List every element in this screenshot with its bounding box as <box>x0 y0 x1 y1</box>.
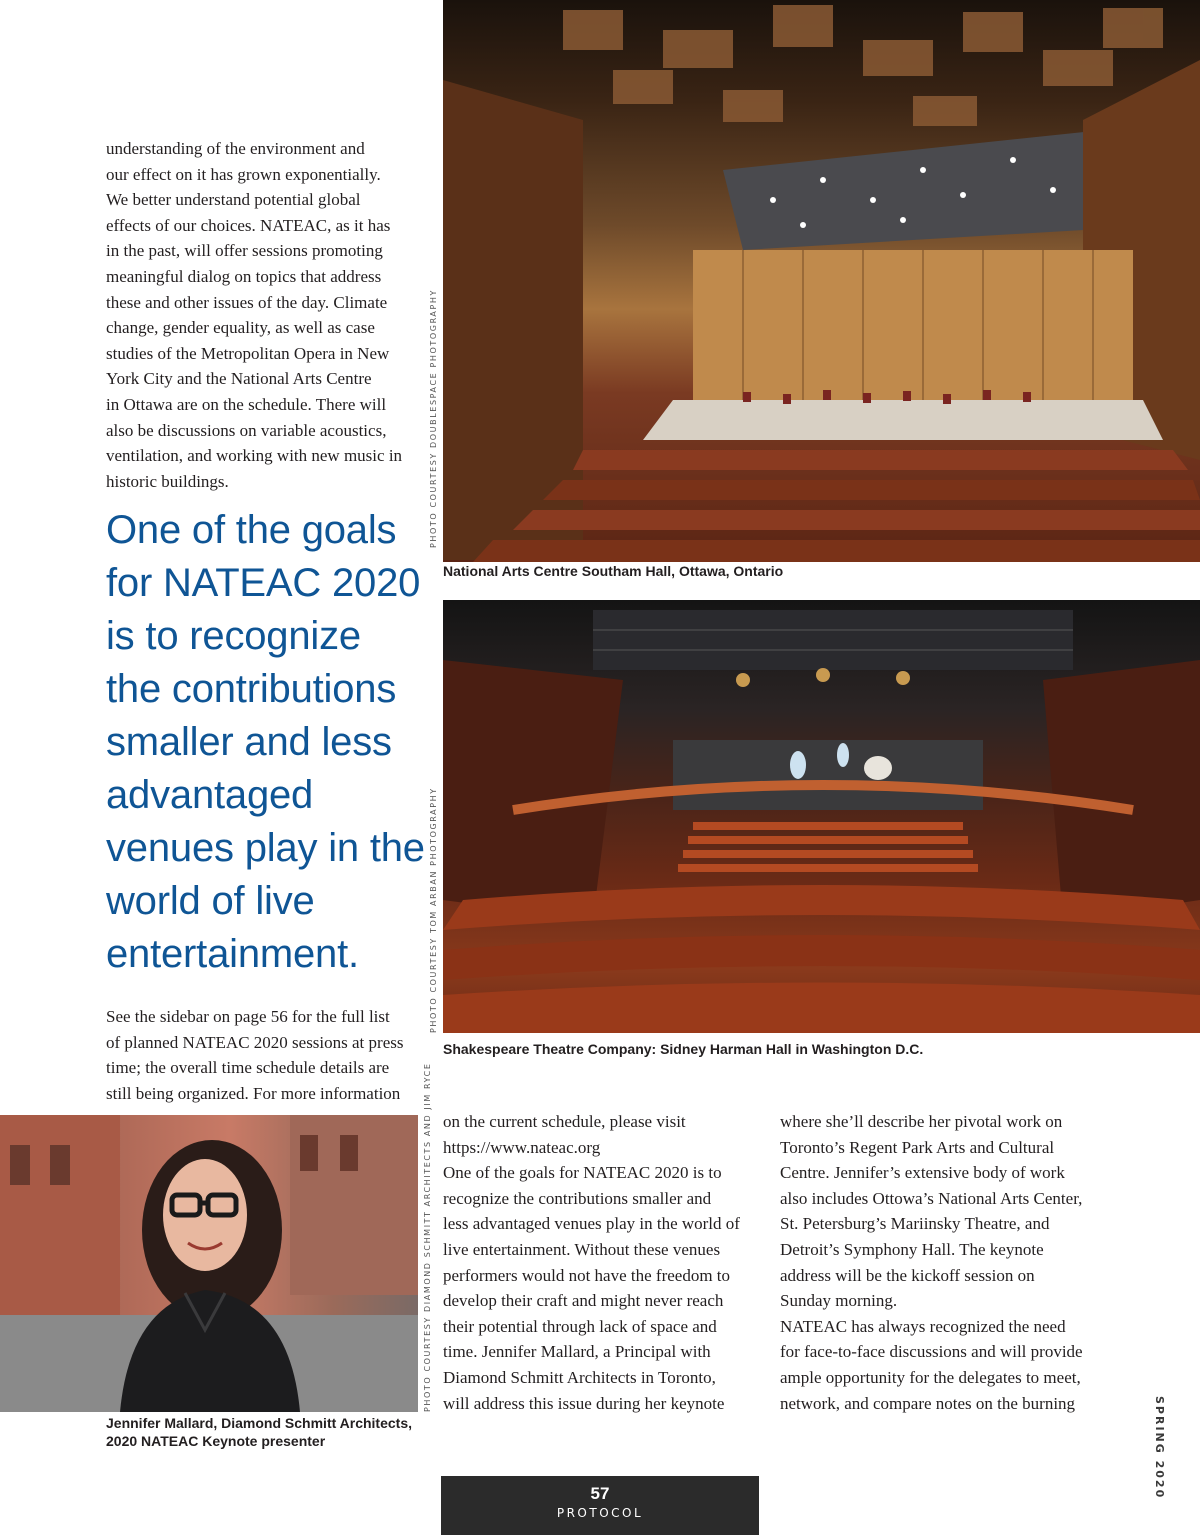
caption-portrait-line2: 2020 NATEAC Keynote presenter <box>106 1433 326 1449</box>
caption-theatre: Shakespeare Theatre Company: Sidney Harman Hall in Washington D.C. <box>443 1041 924 1057</box>
caption-portrait <box>106 1414 412 1450</box>
page-folio <box>441 1476 759 1535</box>
caption-hall: National Arts Centre Southam Hall, Ottawa, Ontario <box>443 563 784 579</box>
article-paragraph-top: understanding of the environment and our effect on it has grown exponentially. We better understand potential global effects of our choices. NATEAC, as it has in the past, will offer sessions promoting meaningful dialog on topics that address these and other issues of the day. Climate change, gender equality, as well as case studies of the Metropolitan Opera in New York City and the National Arts Centre in Ottawa are on the schedule. There will also be discussions on variable acoustics, ventilation, and working with new music in historic buildings. <box>106 139 403 491</box>
concert-hall-illustration <box>443 0 1200 562</box>
photo-credit-portrait: PHOTO COURTESY DIAMOND SCHMITT ARCHITECTS AND JIM RYCE <box>423 1062 432 1412</box>
pull-quote: One of the goals for NATEAC 2020 is to recognize the contributions smaller and less advantaged venues play in the world of live entertainment. <box>106 508 425 976</box>
portrait-illustration <box>0 1115 418 1412</box>
page-number: 57 <box>590 1484 610 1503</box>
jennifer-mallard-portrait <box>0 1115 418 1412</box>
theatre-illustration <box>443 600 1200 1033</box>
article-paragraph-right: where she’ll describe her pivotal work on Toronto’s Regent Park Arts and Cultural Centre. Jennifer’s extensive body of work also includes Ottowa’s National Arts Center, St. Petersburg’s Mariinsky Theatre, and Detroit’s Symphony Hall. The keynote address will be the kickoff session on Sunday morning. NATEAC has always recognized the need for face-to-face discussions and will provide ample opportunity for the delegates to meet, network, and compare notes on the burning <box>780 1112 1083 1413</box>
article-paragraph-middle: on the current schedule, please visit https://www.nateac.org One of the goals for NATEAC 2020 is to recognize the contributions smaller and less advantaged venues play in the world of live entertainment. Without these venues performers would not have the freedom to develop their craft and might never reach their potential through lack of space and time. Jennifer Mallard, a Principal with Diamond Schmitt Architects in Toronto, will address this issue during her keynote <box>443 1112 740 1413</box>
issue-label: SPRING 2020 <box>1153 1396 1166 1500</box>
theatre-photo <box>443 600 1200 1033</box>
concert-hall-photo <box>443 0 1200 562</box>
publication-name: PROTOCOL <box>556 1506 644 1520</box>
photo-credit-theatre: PHOTO COURTESY TOM ARBAN PHOTOGRAPHY <box>429 787 438 1033</box>
article-paragraph-sidebar-ref: See the sidebar on page 56 for the full list of planned NATEAC 2020 sessions at press time; the overall time schedule details are still being organized. For more information <box>106 1007 404 1103</box>
caption-portrait-line1: Jennifer Mallard, Diamond Schmitt Architects, <box>106 1415 412 1431</box>
photo-credit-hall: PHOTO COURTESY DOUBLESPACE PHOTOGRAPHY <box>429 289 438 548</box>
